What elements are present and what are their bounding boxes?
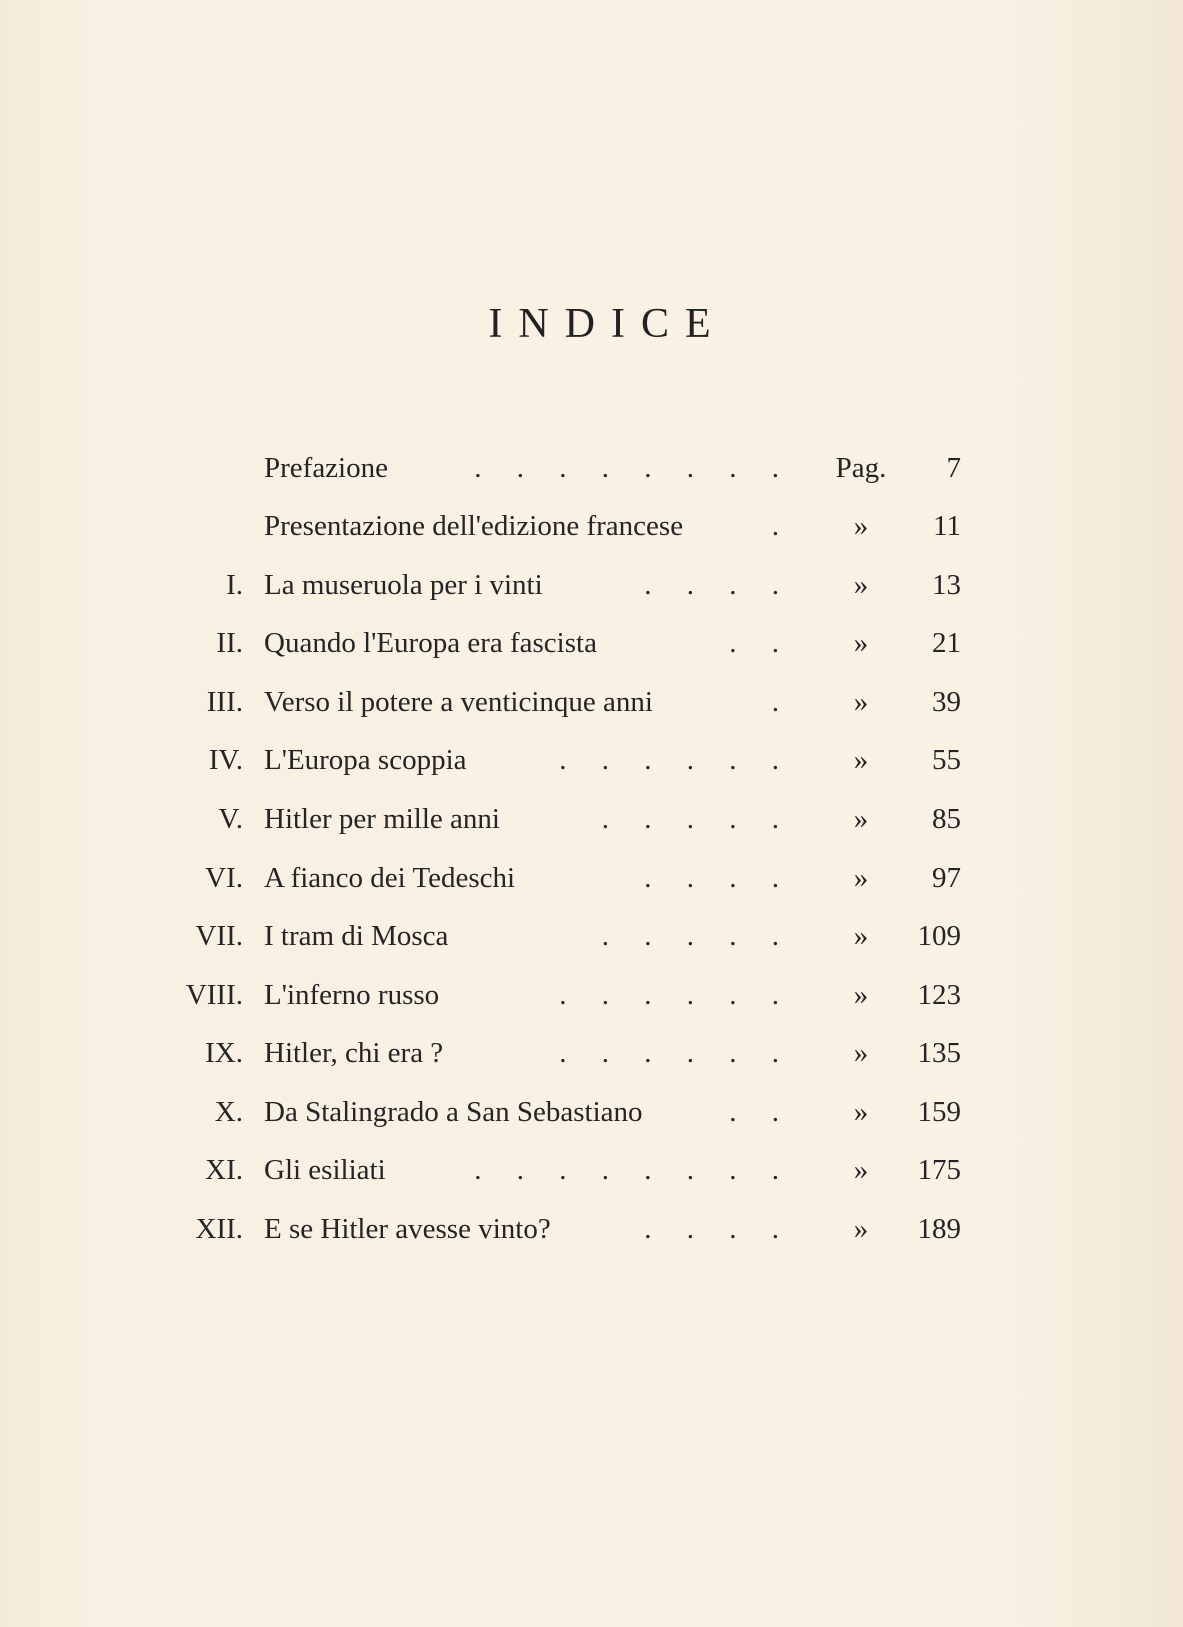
page-number: 123	[917, 979, 961, 1011]
chapter-number: V.	[218, 803, 243, 835]
entry-title: A fianco dei Tedeschi	[264, 862, 516, 894]
page-marker: »	[853, 744, 869, 776]
entry-title: Prefazione	[264, 452, 388, 484]
leader-dots: . . . . . .	[559, 979, 793, 1011]
toc-entry-chapter-8[interactable]	[0, 975, 1183, 1015]
leader-dots: . . . .	[644, 569, 793, 601]
toc-entry-presentazione[interactable]	[0, 506, 1183, 546]
entry-title: Hitler per mille anni	[264, 803, 500, 835]
toc-entry-chapter-2[interactable]	[0, 623, 1183, 663]
page-number: 97	[932, 862, 961, 894]
entry-title: Hitler, chi era ?	[264, 1037, 444, 1069]
leader-dots: . .	[729, 627, 793, 659]
chapter-number: II.	[216, 627, 243, 659]
toc-entry-chapter-5[interactable]	[0, 799, 1183, 839]
leader-dots: . . . . .	[601, 920, 793, 952]
leader-dots: . .	[729, 1096, 793, 1128]
chapter-number: VIII.	[185, 979, 243, 1011]
leader-dots: .	[771, 510, 793, 542]
chapter-number: III.	[206, 686, 243, 718]
page-marker: »	[853, 1213, 869, 1245]
entry-title: L'Europa scoppia	[264, 744, 467, 776]
page-number: 7	[946, 452, 961, 484]
page-number: 55	[932, 744, 961, 776]
page-marker: »	[853, 627, 869, 659]
toc-entry-chapter-7[interactable]	[0, 916, 1183, 956]
toc-entry-chapter-9[interactable]	[0, 1033, 1183, 1073]
page-number: 175	[917, 1154, 961, 1186]
page-marker: »	[853, 803, 869, 835]
toc-entry-chapter-11[interactable]	[0, 1150, 1183, 1190]
entry-title: La museruola per i vinti	[264, 569, 543, 601]
chapter-number: X.	[214, 1096, 243, 1128]
entry-title: Da Stalingrado a San Sebastiano	[264, 1096, 643, 1128]
toc-entry-prefazione[interactable]	[0, 448, 1183, 488]
page-number: 135	[917, 1037, 961, 1069]
toc-entry-chapter-12[interactable]	[0, 1209, 1183, 1249]
entry-title: E se Hitler avesse vinto?	[264, 1213, 551, 1245]
page-marker: »	[853, 1154, 869, 1186]
chapter-number: VI.	[205, 862, 243, 894]
chapter-number: IX.	[205, 1037, 243, 1069]
page-number: 109	[917, 920, 961, 952]
leader-dots: . . . . . .	[559, 744, 793, 776]
leader-dots: . . . . . . . .	[474, 1154, 793, 1186]
entry-title: Quando l'Europa era fascista	[264, 627, 597, 659]
page-title: INDICE	[488, 301, 727, 347]
page-marker: »	[853, 569, 869, 601]
page-number: 21	[932, 627, 961, 659]
entry-title: L'inferno russo	[264, 979, 440, 1011]
page-marker: »	[853, 920, 869, 952]
page-number: 159	[917, 1096, 961, 1128]
leader-dots: . . . .	[644, 1213, 793, 1245]
chapter-number: VII.	[195, 920, 243, 952]
page-number: 189	[917, 1213, 961, 1245]
entry-title: I tram di Mosca	[264, 920, 449, 952]
toc-entry-chapter-10[interactable]	[0, 1092, 1183, 1132]
page-marker: »	[853, 686, 869, 718]
toc-entry-chapter-1[interactable]	[0, 565, 1183, 605]
leader-dots: . . . .	[644, 862, 793, 894]
page-number: 11	[933, 510, 961, 542]
leader-dots: . . . . . .	[559, 1037, 793, 1069]
page-marker: Pag.	[835, 452, 887, 484]
chapter-number: I.	[226, 569, 243, 601]
chapter-number: XII.	[195, 1213, 243, 1245]
chapter-number: IV.	[208, 744, 243, 776]
page-marker: »	[853, 1096, 869, 1128]
page-marker: »	[853, 979, 869, 1011]
page-number: 85	[932, 803, 961, 835]
page-number: 39	[932, 686, 961, 718]
entry-title: Verso il potere a venticinque anni	[264, 686, 653, 718]
toc-entry-chapter-3[interactable]	[0, 682, 1183, 722]
page-marker: »	[853, 1037, 869, 1069]
chapter-number: XI.	[205, 1154, 243, 1186]
toc-entry-chapter-6[interactable]	[0, 858, 1183, 898]
page-marker: »	[853, 510, 869, 542]
leader-dots: .	[771, 686, 793, 718]
page-marker: »	[853, 862, 869, 894]
leader-dots: . . . . . . . .	[474, 452, 793, 484]
toc-entry-chapter-4[interactable]	[0, 740, 1183, 780]
entry-title: Presentazione dell'edizione francese	[264, 510, 684, 542]
entry-title: Gli esiliati	[264, 1154, 386, 1186]
leader-dots: . . . . .	[601, 803, 793, 835]
page-number: 13	[932, 569, 961, 601]
